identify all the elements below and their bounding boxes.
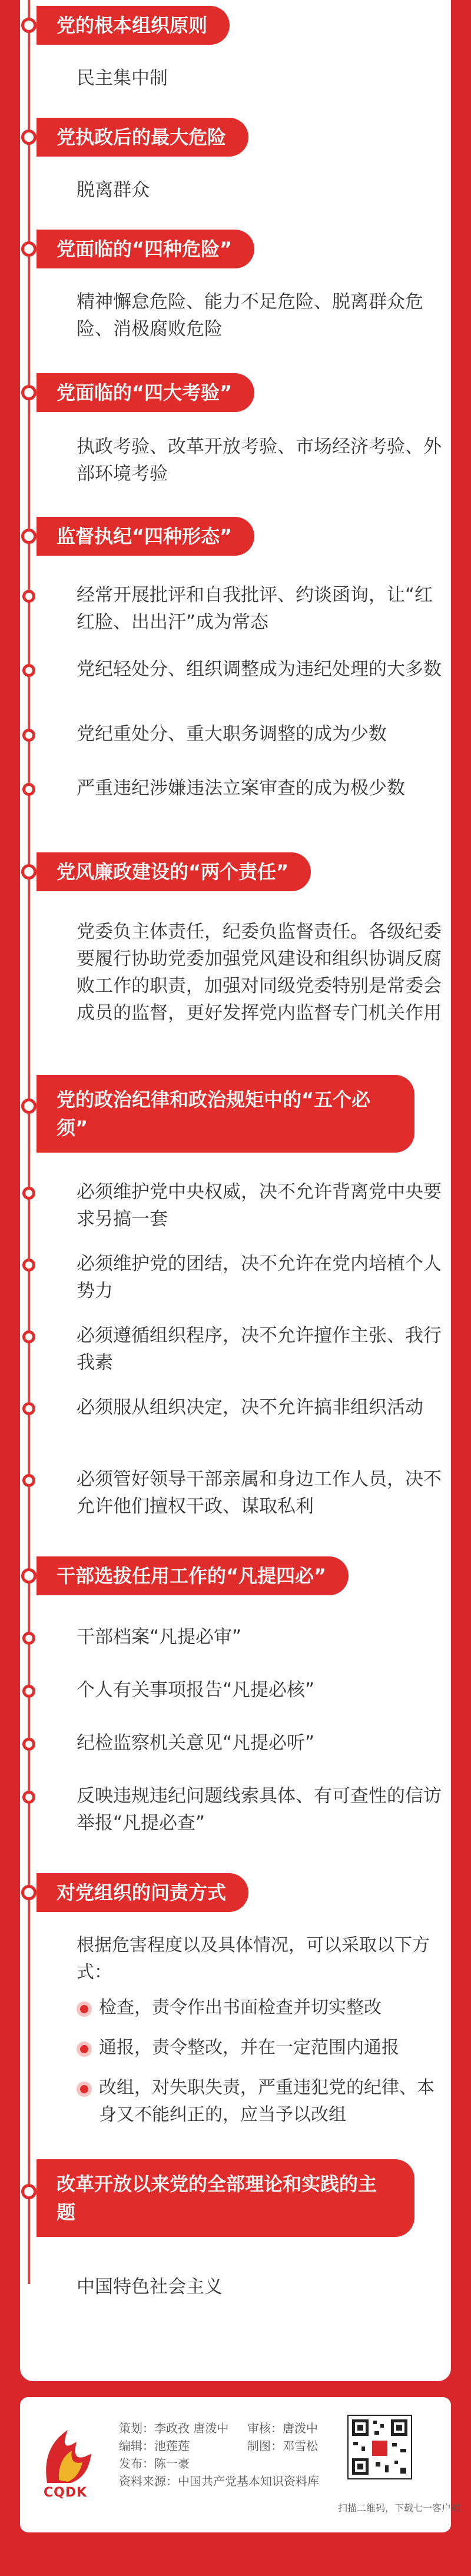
section-body-4: 执政考验、改革开放考验、市场经济考验、外部环境考验: [77, 436, 442, 484]
section-title-8: 干部选拔任用工作的“凡提四必”: [37, 1556, 349, 1595]
timeline-dot-small: [22, 1474, 35, 1487]
list-item: 必须遵循组织程序，决不允许擅作主张、我行我素: [77, 1325, 442, 1373]
timeline-dot: [21, 1568, 37, 1584]
timeline-dot-small: [22, 1402, 35, 1415]
list-item: 经常开展批评和自我批评、约谈函询，让“红红脸、出出汗”成为常态: [77, 585, 433, 633]
publisher-credit: 发布：陈一豪: [119, 2457, 190, 2471]
list-item: 个人有关事项报告“凡提必核”: [77, 1679, 315, 1701]
sub-list-item: 检查，责令作出书面检查并切实整改: [99, 1997, 382, 2018]
qr-caption: 扫描二维码，下载七一客户端: [338, 2502, 461, 2514]
review-credit: 审核：唐泼中: [247, 2421, 318, 2435]
list-item: 党纪重处分、重大职务调整的成为少数: [77, 723, 387, 745]
timeline-dot-small: [22, 729, 35, 742]
sub-list-item: 改组，对失职失责，严重违犯党的纪律、本身又不能纠正的，应当予以改组: [99, 2077, 434, 2125]
timeline-dot-small: [22, 1259, 35, 1272]
timeline-dot-small: [22, 590, 35, 603]
editor-credit: 编辑：池莲莲: [119, 2439, 190, 2453]
timeline-dot-small: [22, 783, 35, 796]
timeline-dot-small: [22, 664, 35, 677]
section-title-5: 监督执纪“四种形态”: [37, 517, 254, 556]
section-body-2: 脱离群众: [77, 180, 150, 201]
timeline-dot-small: [22, 1685, 35, 1698]
timeline-dot: [21, 1098, 37, 1114]
list-item: 严重违纪涉嫌违法立案审查的成为极少数: [77, 778, 405, 799]
timeline-dot: [21, 864, 37, 879]
timeline-dot: [21, 18, 37, 33]
section-body-1: 民主集中制: [77, 68, 168, 89]
timeline-dot: [21, 130, 37, 145]
list-item: 党纪轻处分、组织调整成为违纪处理的大多数: [77, 659, 442, 680]
timeline-dot-small: [22, 1187, 35, 1200]
timeline-dot-small: [22, 1330, 35, 1343]
section-body-6: 党委负主体责任，纪委负监督责任。各级纪委要履行协助党委加强党风建设和组织协调反腐败工作的职责，加强对同级党委特别是常委会成员的监督，更好发挥党内监督专门机关作用: [77, 921, 442, 1024]
list-item: 干部档案“凡提必审”: [77, 1626, 242, 1648]
section-title-7: 党的政治纪律和政治规矩中的“五个必须”: [37, 1075, 414, 1153]
timeline-dot-small: [22, 1632, 35, 1645]
section-title-9: 对党组织的问责方式: [37, 1873, 248, 1912]
bullet-icon: [77, 2001, 92, 2017]
bullet-icon: [77, 2082, 92, 2097]
timeline-dot: [21, 2184, 37, 2199]
section-body-9: 根据危害程度以及具体情况，可以采取以下方式：: [77, 1935, 430, 1983]
section-body-10: 中国特色社会主义: [77, 2276, 223, 2298]
design-credit: 制图：邓雪松: [247, 2439, 318, 2453]
section-title-1: 党的根本组织原则: [37, 6, 230, 45]
list-item: 反映违规违纪问题线索具体、有可查性的信访举报“凡提必查”: [77, 1785, 442, 1834]
list-item: 必须管好领导干部亲属和身边工作人员，决不允许他们擅权干政、谋取私利: [77, 1469, 442, 1517]
timeline-dot: [21, 529, 37, 544]
section-title-10: 改革开放以来党的全部理论和实践的主题: [37, 2159, 414, 2237]
list-item: 必须维护党中央权威，决不允许背离党中央要求另搞一套: [77, 1181, 442, 1230]
logo-text: CQDK: [44, 2485, 88, 2500]
section-title-2: 党执政后的最大危险: [37, 118, 248, 157]
timeline-dot: [21, 241, 37, 257]
footer-panel: [20, 2397, 461, 2532]
bullet-icon: [77, 2041, 92, 2057]
timeline-dot-small: [22, 1738, 35, 1751]
section-body-3: 精神懈怠危险、能力不足危险、脱离群众危险、消极腐败危险: [77, 291, 423, 340]
section-title-6: 党风廉政建设的“两个责任”: [37, 852, 311, 891]
list-item: 必须维护党的团结，决不允许在党内培植个人势力: [77, 1253, 442, 1302]
timeline-dot: [21, 385, 37, 400]
timeline-dot: [21, 1885, 37, 1900]
list-item: 纪检监察机关意见“凡提必听”: [77, 1732, 315, 1754]
sub-list-item: 通报，责令整改，并在一定范围内通报: [99, 2037, 399, 2058]
timeline-line: [28, 0, 30, 2284]
planning-credit: 策划：李政孜 唐泼中: [119, 2421, 229, 2435]
list-item: 必须服从组织决定，决不允许搞非组织活动: [77, 1397, 423, 1418]
source-credit: 资料来源：中国共产党基本知识资料库: [119, 2474, 319, 2488]
section-title-3: 党面临的“四种危险”: [37, 230, 254, 268]
qr-code-icon[interactable]: [347, 2415, 412, 2479]
timeline-dot-small: [22, 1791, 35, 1804]
section-title-4: 党面临的“四大考验”: [37, 373, 254, 412]
